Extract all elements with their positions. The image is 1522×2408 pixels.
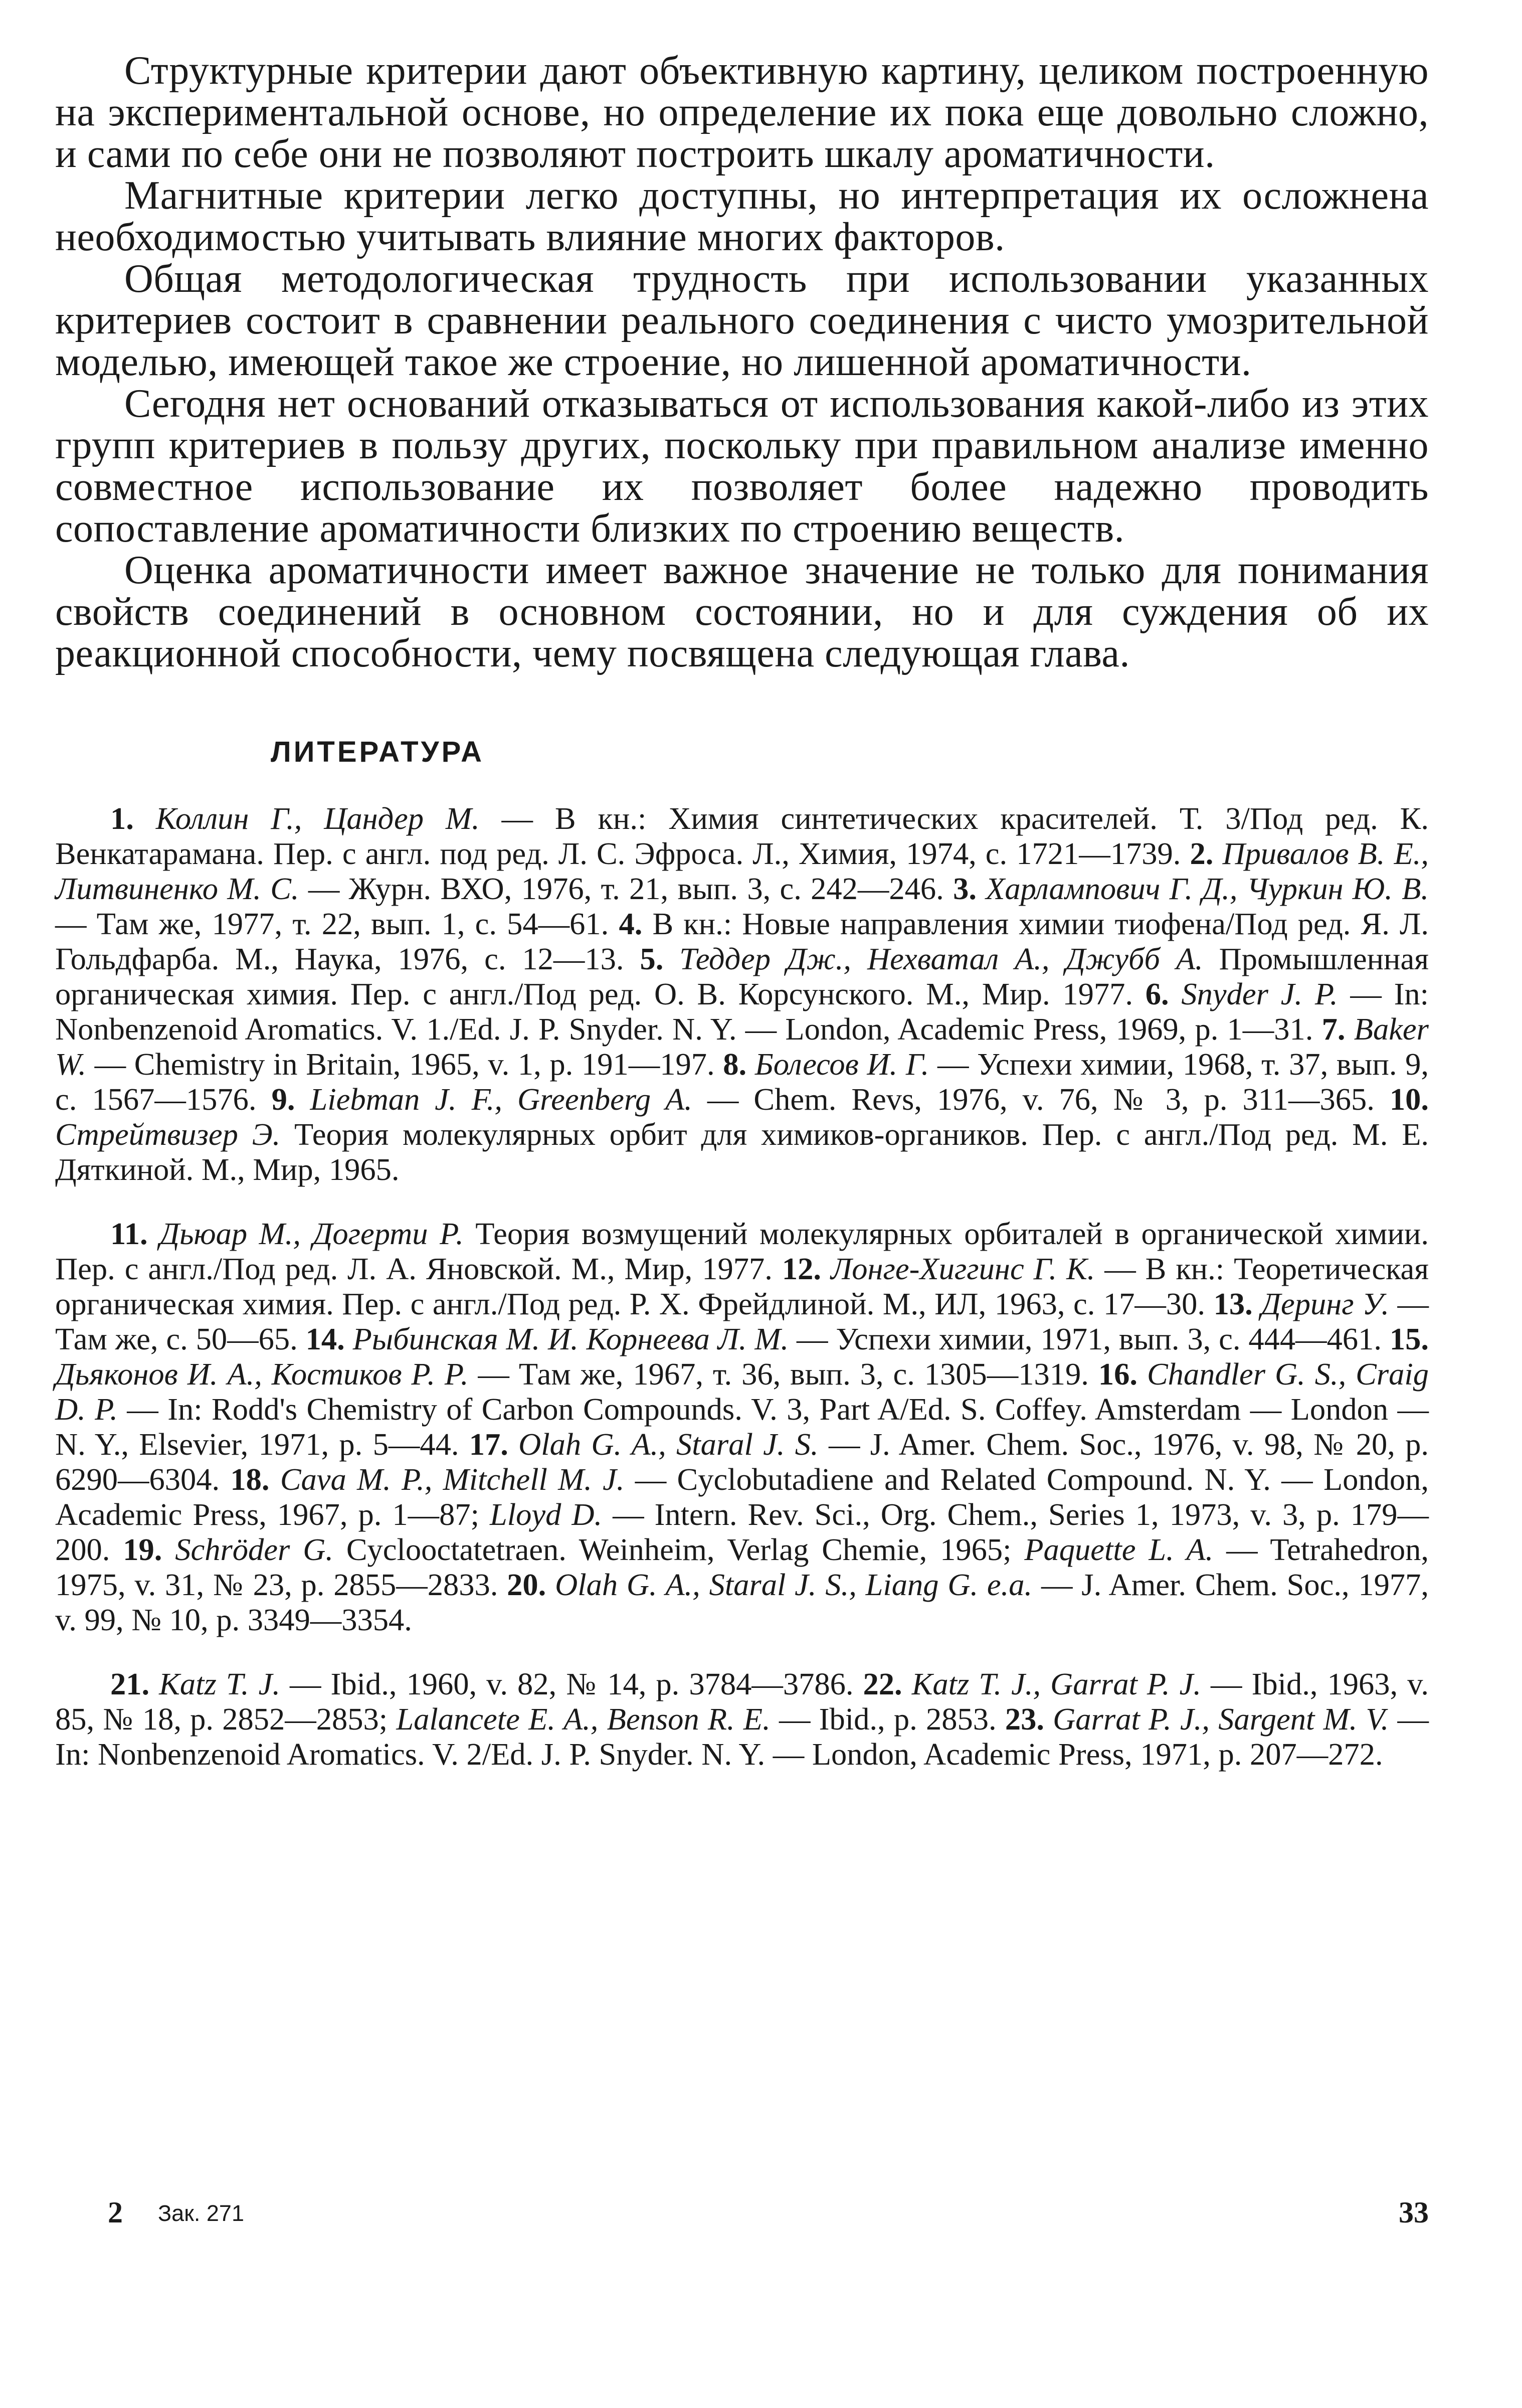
paragraph-assessment-importance: Оценка ароматичности имеет важное значение не только для понимания свойств соединений в основном состоянии, но и для суждения об их реакционной способности, чему посвящена следующая глава. <box>55 548 1429 675</box>
reference-authors: Cava M. P., Mitchell M. J. <box>280 1462 625 1497</box>
reference-number: 15. <box>1389 1321 1429 1356</box>
reference-source: — Там же, 1967, т. 36, вып. 3, с. 1305—1319. <box>468 1356 1098 1392</box>
reference-authors: Стрейтвизер Э. <box>55 1117 281 1152</box>
reference-number: 5. <box>640 941 664 976</box>
reference-authors: Garrat P. J., Sargent M. V. <box>1053 1701 1389 1737</box>
reference-source: Теория молекулярных орбит для химиков-органиков. Пер. с англ./Под ред. М. Е. Дяткиной. М., Мир, 1965. <box>55 1117 1429 1187</box>
reference-source: — Там же, 1977, т. 22, вып. 1, с. 54—61. <box>55 906 619 941</box>
reference-number: 16. <box>1098 1356 1137 1392</box>
reference-number: 19. <box>123 1532 162 1567</box>
reference-number: 12. <box>782 1251 821 1286</box>
signature-mark: 2 <box>108 2196 123 2229</box>
body-text <box>55 50 1429 674</box>
reference-authors: Коллин Г., Цандер М. <box>155 801 480 836</box>
reference-source: — Chem. Revs, 1976, v. 76, № 3, p. 311—365. <box>692 1082 1390 1117</box>
references-paragraph-1 <box>55 801 1429 1187</box>
reference-source: Теория возмущений молекулярных орбиталей в органической химии. Пер. с англ./Под ред. Л. А. Яновской. М., Мир, 1977. <box>55 1216 1429 1286</box>
paragraph-structural-criteria: Структурные критерии дают объективную картину, целиком построенную на экспериментальной основе, но определение их пока еще довольно сложно, и сами по себе они не позволяют построить шкалу ароматичности. <box>55 49 1429 176</box>
reference-source: — In: Rodd's Chemistry of Carbon Compounds. V. 3, Part A/Ed. S. Coffey. Amsterdam — London — N. Y., Elsevier, 1971, p. 5—44. <box>55 1392 1429 1462</box>
reference-source: — Ibid., 1960, v. 82, № 14, p. 3784—3786. <box>280 1666 863 1701</box>
reference-authors: Paquette L. A. <box>1024 1532 1214 1567</box>
reference-source: — In: Nonbenzenoid Aromatics. V. 2/Ed. J. P. Snyder. N. Y. — London, Academic Press, 1971, p. 207—272. <box>55 1701 1429 1772</box>
reference-authors: Baker W. <box>55 1011 1429 1082</box>
references <box>55 801 1429 1772</box>
reference-authors: Lloyd D. <box>489 1497 603 1532</box>
reference-number: 18. <box>230 1462 270 1497</box>
paragraph-magnetic-criteria: Магнитные критерии легко доступны, но интерпретация их осложнена необходимостью учитывать влияние многих факторов. <box>55 174 1429 259</box>
reference-number: 20. <box>507 1567 546 1602</box>
reference-authors: Schröder G. <box>175 1532 333 1567</box>
reference-number: 1. <box>110 801 134 836</box>
reference-authors: Теддер Дж., Нехватал А., Джубб А. <box>679 941 1203 976</box>
reference-number: 13. <box>1213 1286 1253 1321</box>
reference-authors: Liebman J. F., Greenberg A. <box>310 1082 692 1117</box>
reference-authors: Chandler G. S., Craig D. P. <box>55 1356 1429 1427</box>
reference-authors: Болесов И. Г. <box>754 1047 929 1082</box>
reference-number: 3. <box>953 871 977 906</box>
paragraph-combined-use: Сегодня нет оснований отказываться от использования какой-либо из этих групп критериев в пользу других, поскольку при правильном анализе именно совместное использование их позволяет более надежно проводить сопоставление ароматичности близких по строению веществ. <box>55 382 1429 551</box>
references-paragraph-2 <box>55 1216 1429 1637</box>
reference-source: — Журн. ВХО, 1976, т. 21, вып. 3, с. 242—246. <box>299 871 954 906</box>
literature-heading: ЛИТЕРАТУРА <box>271 736 485 768</box>
reference-authors: Olah G. A., Staral J. S. <box>518 1427 819 1462</box>
reference-source: — Там же, с. 50—65. <box>55 1286 1429 1356</box>
reference-number: 2. <box>1190 836 1214 871</box>
reference-authors: Дьюар М., Догерти Р. <box>159 1216 464 1251</box>
print-order-number: Зак. 271 <box>158 2200 244 2226</box>
reference-source: Промышленная органическая химия. Пер. с англ./Под ред. О. В. Корсунского. М., Мир. 1977. <box>55 941 1429 1011</box>
reference-number: 14. <box>305 1321 345 1356</box>
reference-source: — В кн.: Химия синтетических красителей. Т. 3/Под ред. К. Венкатарамана. Пер. с англ. под ред. Л. С. Эфроса. Л., Химия, 1974, с. 1721—1739. <box>55 801 1429 871</box>
reference-authors: Лонге-Хиггинс Г. К. <box>830 1251 1095 1286</box>
reference-source: — In: Nonbenzenoid Aromatics. V. 1./Ed. J. P. Snyder. N. Y. — London, Academic Press, 1969, p. 1—31. <box>55 976 1429 1047</box>
reference-authors: Lalancete E. A., Benson R. E. <box>396 1701 771 1737</box>
reference-authors: Дьяконов И. А., Костиков Р. Р. <box>55 1356 469 1392</box>
reference-number: 7. <box>1321 1011 1346 1047</box>
reference-source: — Cyclobutadiene and Related Compound. N. Y. — London, Academic Press, 1967, p. 1—87; <box>55 1462 1429 1532</box>
reference-authors: Харлампович Г. Д., Чуркин Ю. В. <box>986 871 1429 906</box>
reference-authors: Рыбинская М. И. Корнеева Л. М. <box>352 1321 789 1356</box>
reference-number: 23. <box>1005 1701 1044 1737</box>
reference-number: 6. <box>1145 976 1169 1011</box>
reference-authors: Snyder J. P. <box>1181 976 1338 1011</box>
page-number: 33 <box>1399 2196 1429 2229</box>
reference-source: — Intern. Rev. Sci., Org. Chem., Series 1, 1973, v. 3, p. 179—200. <box>55 1497 1429 1567</box>
reference-source: — Ibid., p. 2853. <box>770 1701 1005 1737</box>
reference-number: 22. <box>863 1666 902 1701</box>
reference-source: Cyclooctatetraen. Weinheim, Verlag Chemie, 1965; <box>333 1532 1025 1567</box>
reference-authors: Привалов В. Е., Литвиненко М. С. <box>55 836 1429 906</box>
paragraph-methodological-difficulty: Общая методологическая трудность при использовании указанных критериев состоит в сравнении реального соединения с чисто умозрительной моделью, имеющей такое же строение, но лишенной ароматичности. <box>55 257 1429 384</box>
reference-source: В кн.: Новые направления химии тиофена/Под ред. Я. Л. Гольдфарба. М., Наука, 1976, с. 12—13. <box>55 906 1429 976</box>
reference-number: 10. <box>1389 1082 1429 1117</box>
page-footer <box>55 2195 1429 2230</box>
reference-authors: Olah G. A., Staral J. S., Liang G. e.a. <box>555 1567 1033 1602</box>
reference-source: — Chemistry in Britain, 1965, v. 1, p. 191—197. <box>86 1047 723 1082</box>
reference-number: 4. <box>619 906 643 941</box>
reference-number: 9. <box>271 1082 295 1117</box>
reference-authors: Katz T. J. <box>159 1666 280 1701</box>
reference-source: — Ibid., 1963, v. 85, № 18, p. 2852—2853; <box>55 1666 1429 1737</box>
reference-source: — Успехи химии, 1971, вып. 3, с. 444—461. <box>789 1321 1390 1356</box>
references-paragraph-3 <box>55 1666 1429 1772</box>
reference-source: — В кн.: Теоретическая органическая химия. Пер. с англ./Под ред. Р. Х. Фрейдлиной. М., ИЛ, 1963, с. 17—30. <box>55 1251 1429 1321</box>
page <box>55 50 1429 2357</box>
reference-source: — J. Amer. Chem. Soc., 1977, v. 99, № 10, p. 3349—3354. <box>55 1567 1429 1637</box>
reference-source: — Успехи химии, 1968, т. 37, вып. 9, с. 1567—1576. <box>55 1047 1429 1117</box>
reference-authors: Katz T. J., Garrat P. J. <box>911 1666 1201 1701</box>
reference-source: — J. Amer. Chem. Soc., 1976, v. 98, № 20, p. 6290—6304. <box>55 1427 1429 1497</box>
reference-number: 8. <box>723 1047 747 1082</box>
reference-number: 21. <box>110 1666 150 1701</box>
reference-authors: Деринг У. <box>1261 1286 1389 1321</box>
reference-number: 11. <box>110 1216 148 1251</box>
reference-number: 17. <box>469 1427 508 1462</box>
reference-source: — Tetrahedron, 1975, v. 31, № 23, p. 2855—2833. <box>55 1532 1429 1602</box>
